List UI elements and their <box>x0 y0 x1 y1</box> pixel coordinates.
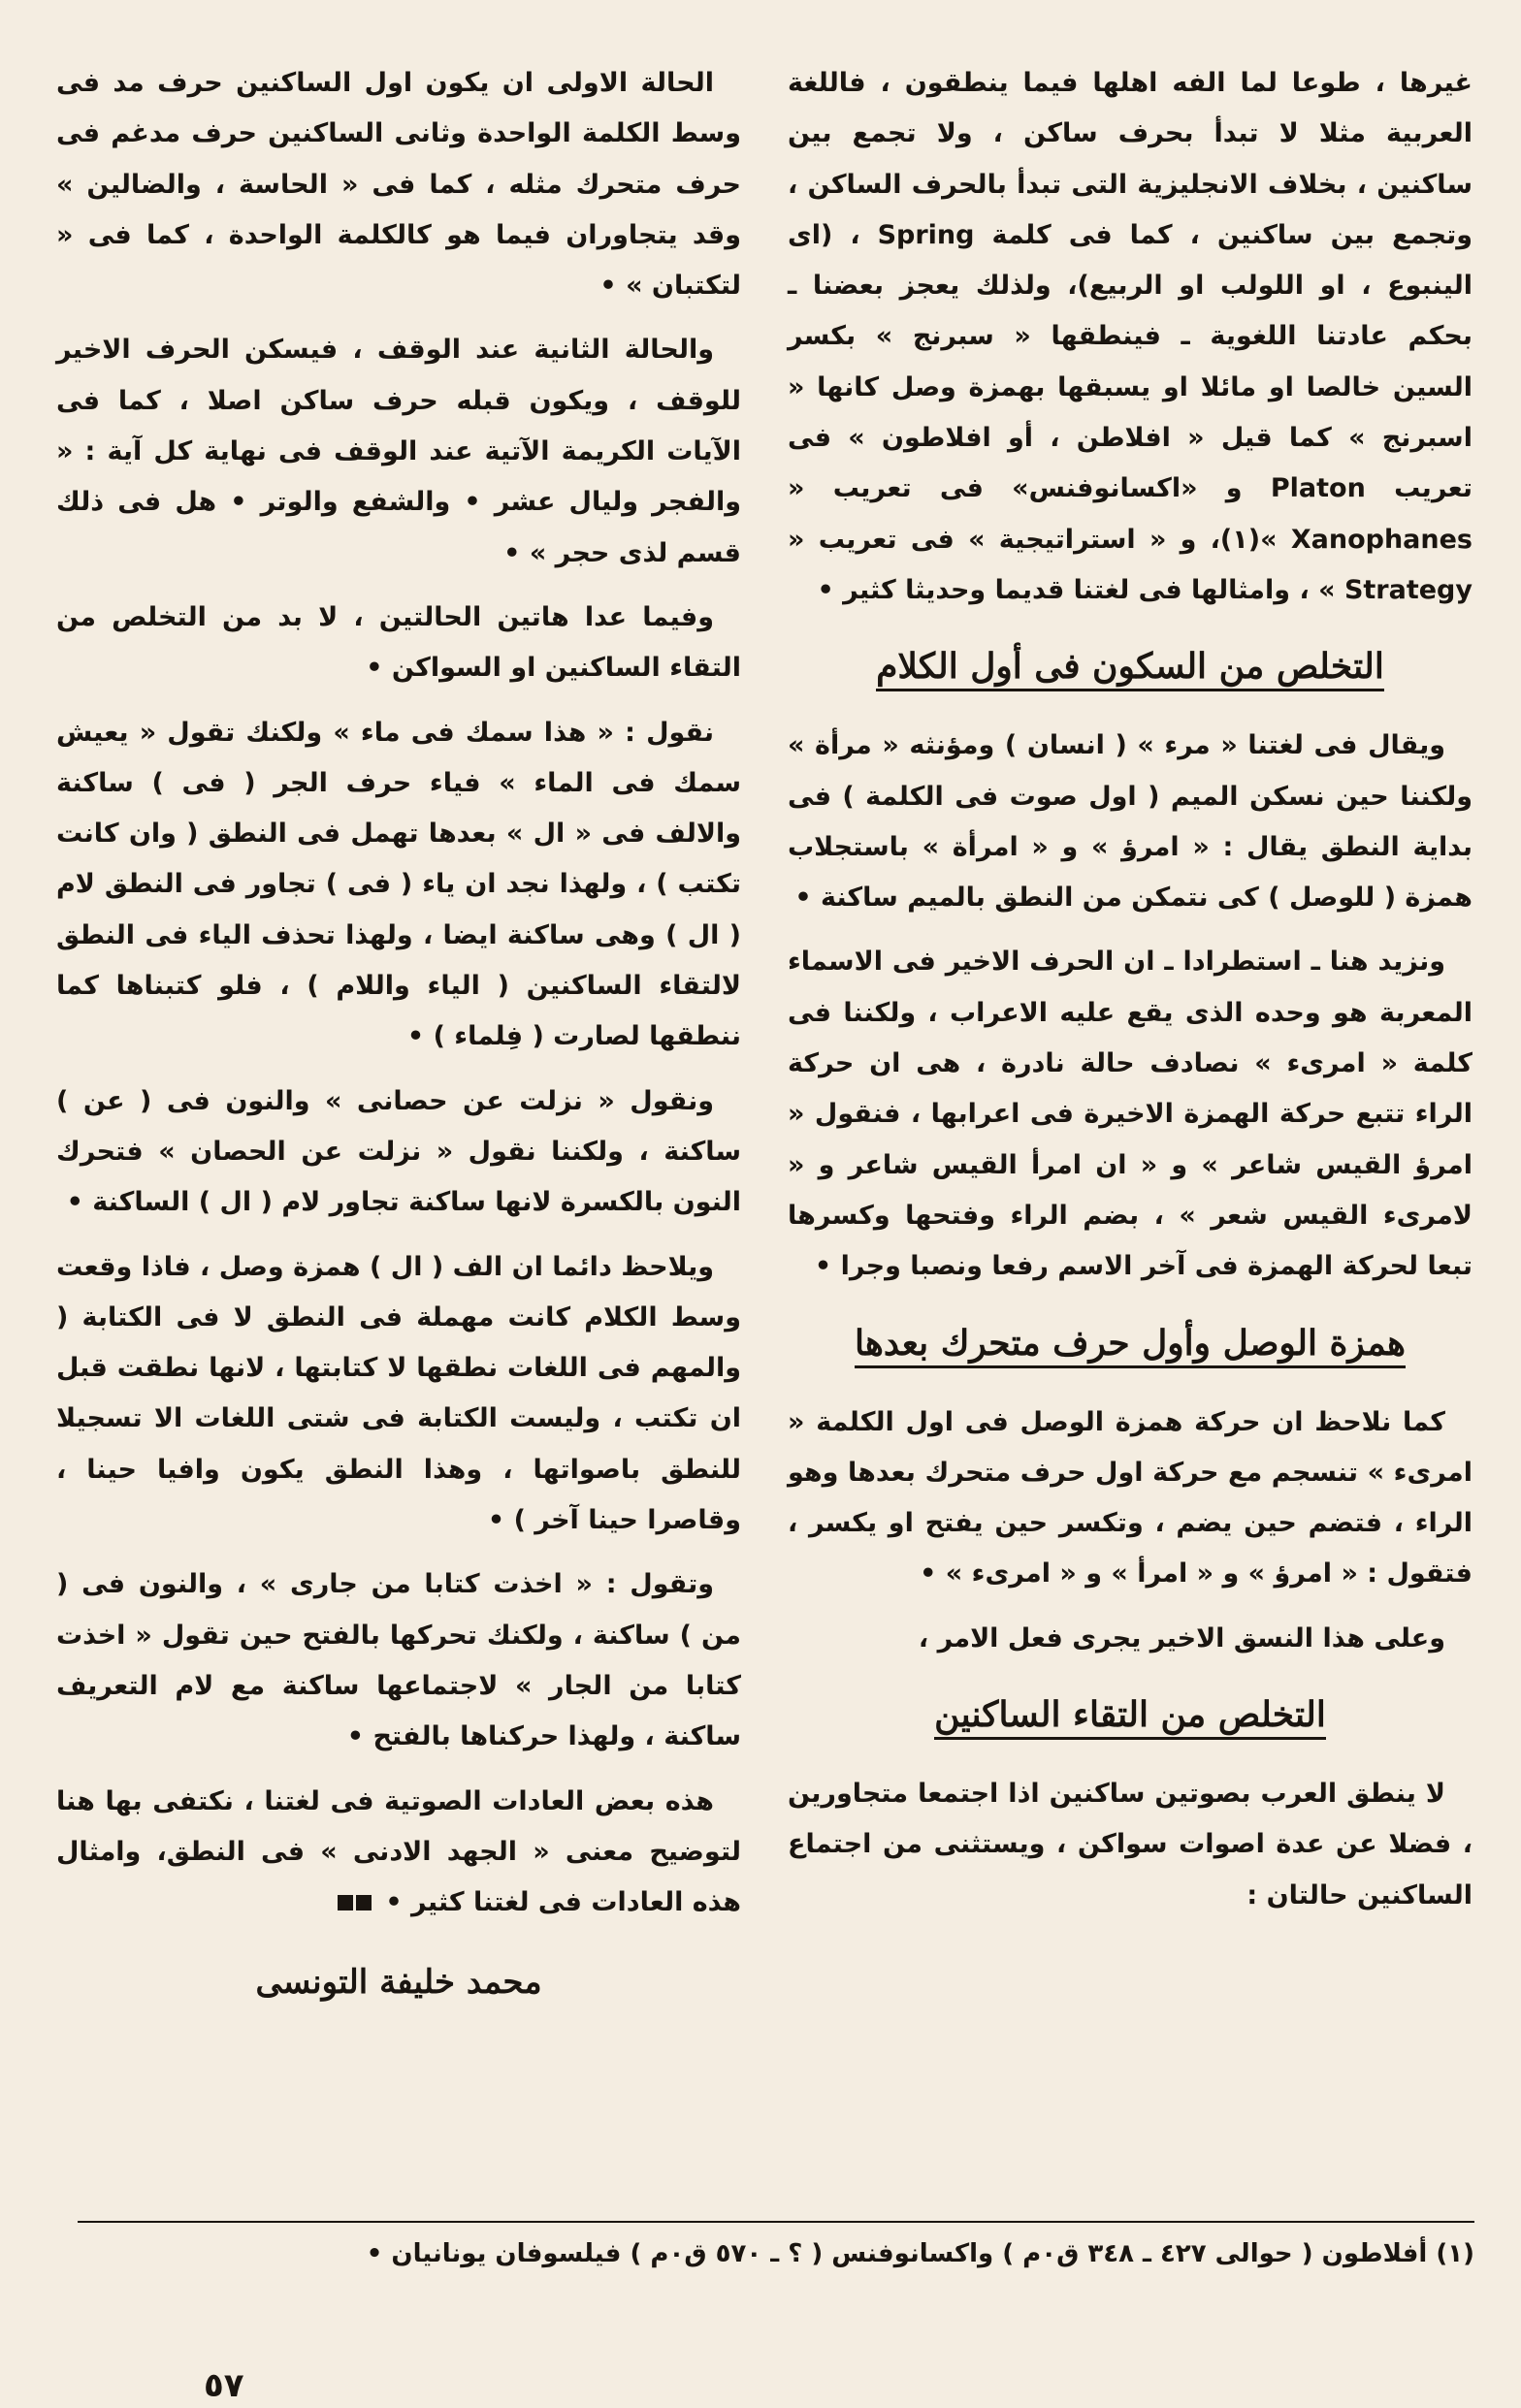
paragraph: كما نلاحظ ان حركة همزة الوصل فى اول الكلمة « امرىء » تنسجم مع حركة اول حرف متحرك بعدها وهو الراء ، فتضم حين يضم ، وتكسر حين يفتح او يكسر ، فتقول : « امرؤ » و « امرأ » و « امرىء » • <box>788 1406 1472 1589</box>
paragraph: لا ينطق العرب بصوتين ساكنين اذا اجتمعا متجاورين ، فضلا عن عدة اصوات سواكن ، ويستثنى من اجتماع الساكنين حالتان : <box>788 1779 1472 1910</box>
paragraph: ونقول « نزلت عن حصانى » والنون فى ( عن ) ساكنة ، ولكننا نقول « نزلت عن الحصان » فتحرك النون بالكسرة لانها ساكنة تجاور لام ( ال ) الساكنة • <box>56 1085 741 1218</box>
end-of-article-mark <box>307 1878 372 1928</box>
paragraph: والحالة الثانية عند الوقف ، فيسكن الحرف الاخير للوقف ، ويكون قبله حرف ساكن اصلا ، كما فى الآيات الكريمة الآتية عند الوقف فى نهاية كل آية : « والفجر وليال عشر • والشفع والوتر • هل فى ذلك قسم لذى حجر » • <box>56 335 741 568</box>
paragraph: وعلى هذا النسق الاخير يجرى فعل الامر ، <box>918 1622 1445 1653</box>
author-signature: محمد خليفة التونسى <box>255 1963 542 2003</box>
footnote-divider <box>78 2221 1474 2223</box>
closing-text: هذه بعض العادات الصوتية فى لغتنا ، نكتفى بها هنا لتوضيح معنى « الجهد الادنى » فى النطق، وامثال هذه العادات فى لغتنا كثير • <box>56 1785 741 1918</box>
section-heading-two-sakins <box>788 1686 1472 1744</box>
section-heading-sukun <box>788 637 1472 695</box>
page-number: ٥٧ <box>204 2366 244 2405</box>
paragraph <box>56 1777 741 1929</box>
paragraph: وفيما عدا هاتين الحالتين ، لا بد من التخلص من التقاء الساكنين او السواكن • <box>56 601 741 684</box>
right-column <box>788 58 1472 1935</box>
paragraph: ويلاحظ دائما ان الف ( ال ) همزة وصل ، فاذا وقعت وسط الكلام كانت مهملة فى النطق لا فى الكتابة ( والمهم فى اللغات نطقها لا كتابتها ، لانها نطقت قبل ان تكتب ، وليست الكتابة فى شتى اللغات الا تسجيلا للنطق باصواتها ، وهذا النطق يكون وافيا حينا ، وقاصرا حينا آخر ) • <box>56 1251 741 1536</box>
heading-text: التخلص من التقاء الساكنين <box>934 1694 1326 1740</box>
paragraph: ويقال فى لغتنا « مرء » ( انسان ) ومؤنثه « مرأة » ولكننا حين نسكن الميم ( اول صوت فى الكلمة ) فى بداية النطق يقال : « امرؤ » و « امرأة » باستجلاب همزة ( للوصل ) كى نتمكن من النطق بالميم ساكنة • <box>788 730 1472 914</box>
intro-paragraph: غيرها ، طوعا لما الفه اهلها فيما ينطقون ، فاللغة العربية مثلا لا تبدأ بحرف ساكن ، ولا تجمع بين ساكنين ، بخلاف الانجليزية التى تبدأ بالحرف الساكن ، وتجمع بين ساكنين ، كما فى كلمة Spring ، (اى الينبوع ، او اللولب او الربيع)، ولذلك يعجز بعضنا ـ بحكم عادتنا اللغوية ـ فينطقها « سبرنج » بكسر السين خالصا او مائلا او يسبقها بهمزة وصل كانها « اسبرنج » كما قيل « افلاطن ، أو افلاطون » فى تعريب Platon و «اكسانوفنس» فى تعريب « Xanophanes »(١)، و « استراتيجية » فى تعريب « Strategy » ، وامثالها فى لغتنا قديما وحديثا كثير • <box>788 68 1472 605</box>
paragraph: وتقول : « اخذت كتابا من جارى » ، والنون فى ( من ) ساكنة ، ولكنك تحركها بالفتح حين تقول « اخذت كتابا من الجار » لاجتماعها ساكنة مع لام التعريف ساكنة ، ولهذا حركناها بالفتح • <box>56 1569 741 1752</box>
paragraph: الحالة الاولى ان يكون اول الساكنين حرف مد فى وسط الكلمة الواحدة وثانى الساكنين حرف مدغم فى حرف متحرك مثله ، كما فى « الحاسة ، والضالين » وقد يتجاوران فيما هو كالكلمة الواحدة ، كما فى « لتكتبان » • <box>56 68 741 302</box>
heading-text: همزة الوصل وأول حرف متحرك بعدها <box>855 1323 1406 1368</box>
paragraph: نقول : « هذا سمك فى ماء » ولكنك تقول « يعيش سمك فى الماء » فياء حرف الجر ( فى ) ساكنة والالف فى « ال » بعدها تهمل فى النطق ( وان كانت تكتب ) ، ولهذا نجد ان ياء ( فى ) تجاور فى النطق لام ( ال ) وهى ساكنة ايضا ، ولهذا تحذف الياء فى النطق لالتقاء الساكنين ( الياء واللام ) ، فلو كتبناها كما ننطقها لصارت ( فِلماء ) • <box>56 717 741 1052</box>
section-heading-hamzat-wasl <box>788 1314 1472 1372</box>
left-column <box>56 58 741 2008</box>
heading-text: التخلص من السكون فى أول الكلام <box>876 646 1384 691</box>
footnote: (١) أفلاطون ( حوالى ٤٢٧ ـ ٣٤٨ ق٠م ) واكسانوفنس ( ؟ ـ ٥٧٠ ق٠م ) فيلسوفان يونانيان • <box>366 2239 1474 2268</box>
paragraph: ونزيد هنا ـ استطرادا ـ ان الحرف الاخير فى الاسماء المعربة هو وحده الذى يقع عليه الاعراب ، ولكننا فى كلمة « امرىء » نصادف حالة نادرة ، هى ان حركة الراء تتبع حركة الهمزة الاخيرة فى اعرابها ، فنقول « امرؤ القيس شاعر » و « ان امرأ القيس شاعر و « لامرىء القيس شعر » ، بضم الراء وفتحها وكسرها تبعا لحركة الهمزة فى آخر الاسم رفعا ونصبا وجرا • <box>788 947 1472 1282</box>
